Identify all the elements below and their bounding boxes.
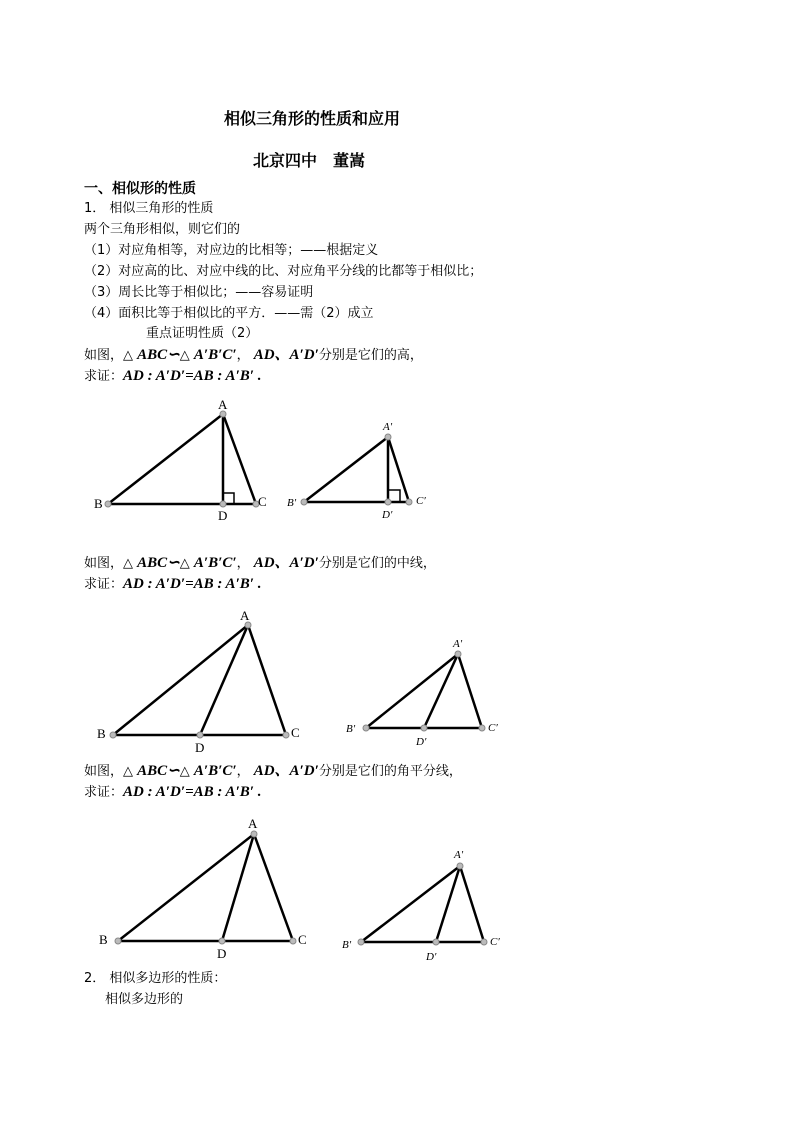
label-d-prime: D′ bbox=[382, 509, 393, 521]
svg-text:B′: B′ bbox=[346, 723, 356, 735]
svg-text:D′: D′ bbox=[426, 951, 437, 963]
author-line: 北京四中 董嵩 bbox=[253, 151, 366, 170]
intro-text: 两个三角形相似，则它们的 bbox=[84, 222, 241, 237]
subsection-2: 2． 相似多边形的性质： bbox=[84, 971, 227, 986]
problem-3-given: 如图，△ ABC∽△ A′B′C′， AD、A′D′分别是它们的角平分线， bbox=[84, 763, 462, 779]
property-2: （2）对应高的比、对应中线的比、对应角平分线的比都等于相似比； bbox=[84, 264, 483, 279]
label-b: B bbox=[94, 496, 103, 511]
svg-text:A′: A′ bbox=[453, 638, 463, 650]
problem-2-given: 如图，△ ABC∽△ A′B′C′， AD、A′D′分别是它们的中线， bbox=[84, 555, 436, 571]
section-heading: 一、相似形的性质 bbox=[84, 181, 196, 197]
svg-text:B: B bbox=[97, 726, 106, 741]
property-4: （4）面积比等于相似比的平方．——需（2）成立 bbox=[84, 306, 374, 321]
svg-text:D: D bbox=[217, 946, 227, 961]
property-3: （3）周长比等于相似比；——容易证明 bbox=[84, 285, 314, 300]
svg-text:A′: A′ bbox=[454, 849, 464, 861]
problem-3-prove: 求证：AD : A′D′=AB : A′B′ . bbox=[84, 784, 262, 800]
label-c: C bbox=[258, 494, 267, 509]
problem-1-given: 如图，△ ABC∽△ A′B′C′， AD、A′D′分别是它们的高， bbox=[84, 347, 423, 363]
problem-2-prove: 求证：AD : A′D′=AB : A′B′ . bbox=[84, 576, 262, 592]
problem-1-prove: 求证：AD : A′D′=AB : A′B′ . bbox=[84, 368, 262, 384]
subsection-1: 1． 相似三角形的性质 bbox=[84, 201, 214, 216]
svg-text:C: C bbox=[291, 725, 300, 740]
label-b-prime: B′ bbox=[287, 497, 297, 509]
property-1: （1）对应角相等，对应边的比相等；——根据定义 bbox=[84, 243, 379, 258]
label-a: A bbox=[218, 397, 228, 412]
focus-note: 重点证明性质（2） bbox=[146, 326, 259, 341]
svg-text:D′: D′ bbox=[416, 736, 427, 748]
svg-text:B: B bbox=[99, 932, 108, 947]
svg-text:A: A bbox=[248, 816, 258, 831]
label-d: D bbox=[218, 508, 228, 523]
svg-text:A: A bbox=[240, 608, 250, 623]
svg-text:B′: B′ bbox=[342, 939, 352, 951]
svg-text:C′: C′ bbox=[488, 722, 498, 734]
page-title: 相似三角形的性质和应用 bbox=[224, 109, 401, 128]
label-c-prime: C′ bbox=[416, 495, 426, 507]
svg-text:C: C bbox=[298, 932, 307, 947]
svg-text:C′: C′ bbox=[490, 936, 500, 948]
label-a-prime: A′ bbox=[383, 421, 393, 433]
svg-text:D: D bbox=[195, 740, 205, 755]
subsection-2-text: 相似多边形的 bbox=[105, 992, 184, 1007]
